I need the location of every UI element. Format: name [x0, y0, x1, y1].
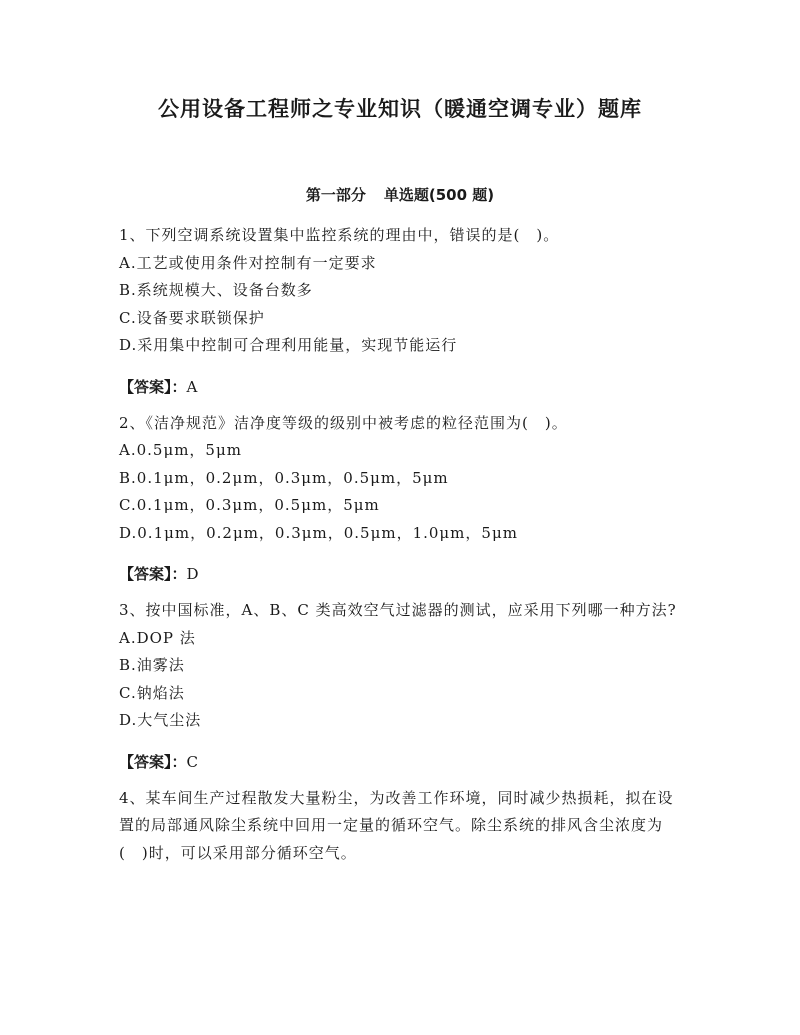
option-c: C.钠焰法: [119, 683, 185, 702]
answer-line: [119, 374, 689, 402]
option-c: C.0.1μm，0.3μm，0.5μm，5μm: [119, 496, 380, 514]
answer-line: [119, 749, 689, 777]
option-b: B.系统规模大、设备台数多: [119, 281, 313, 299]
question-list: [119, 222, 689, 867]
answer-line: [119, 561, 689, 589]
option-d: D.0.1μm，0.2μm，0.3μm，0.5μm，1.0μm，5μm: [119, 523, 518, 542]
answer-value: D: [186, 565, 199, 583]
section-part: 第一部分: [305, 186, 366, 204]
option-a: A.0.5μm，5μm: [119, 441, 242, 459]
question-item: [119, 597, 689, 735]
answer-label: 【答案】：: [119, 752, 187, 771]
answer-value: C: [186, 752, 198, 771]
document-title: 公用设备工程师之专业知识（暖通空调专业）题库: [158, 97, 642, 121]
answer-value: A: [186, 377, 198, 396]
section-name: 单选题(500 题): [383, 186, 495, 204]
question-item: [119, 410, 689, 548]
option-a: A.DOP 法: [119, 628, 196, 647]
option-d: D.大气尘法: [119, 711, 202, 729]
option-a: A.工艺或使用条件对控制有一定要求: [119, 253, 377, 272]
option-b: B.0.1μm，0.2μm，0.3μm，0.5μm，5μm: [119, 468, 449, 487]
section-heading: [0, 183, 800, 207]
question-item: [119, 222, 689, 360]
question-item: [119, 785, 689, 868]
answer-label: 【答案】：: [119, 565, 187, 583]
question-stem: 2、《洁净规范》洁净度等级的级别中被考虑的粒径范围为( )。: [119, 413, 568, 432]
answer-label: 【答案】：: [119, 377, 187, 396]
question-stem: 1、下列空调系统设置集中监控系统的理由中，错误的是( )。: [119, 226, 560, 244]
option-b: B.油雾法: [119, 656, 185, 674]
option-d: D.采用集中控制可合理利用能量，实现节能运行: [119, 336, 458, 354]
question-stem: 4、某车间生产过程散发大量粉尘，为改善工作环境，同时减少热损耗，拟在设置的局部通风除尘系统中回用一定量的循环空气。除尘系统的排风含尘浓度为( )时，可以采用部分循环空气。: [119, 788, 674, 862]
question-stem: 3、按中国标准，A、B、C 类高效空气过滤器的测试，应采用下列哪一种方法?: [119, 601, 677, 619]
option-c: C.设备要求联锁保护: [119, 308, 265, 327]
